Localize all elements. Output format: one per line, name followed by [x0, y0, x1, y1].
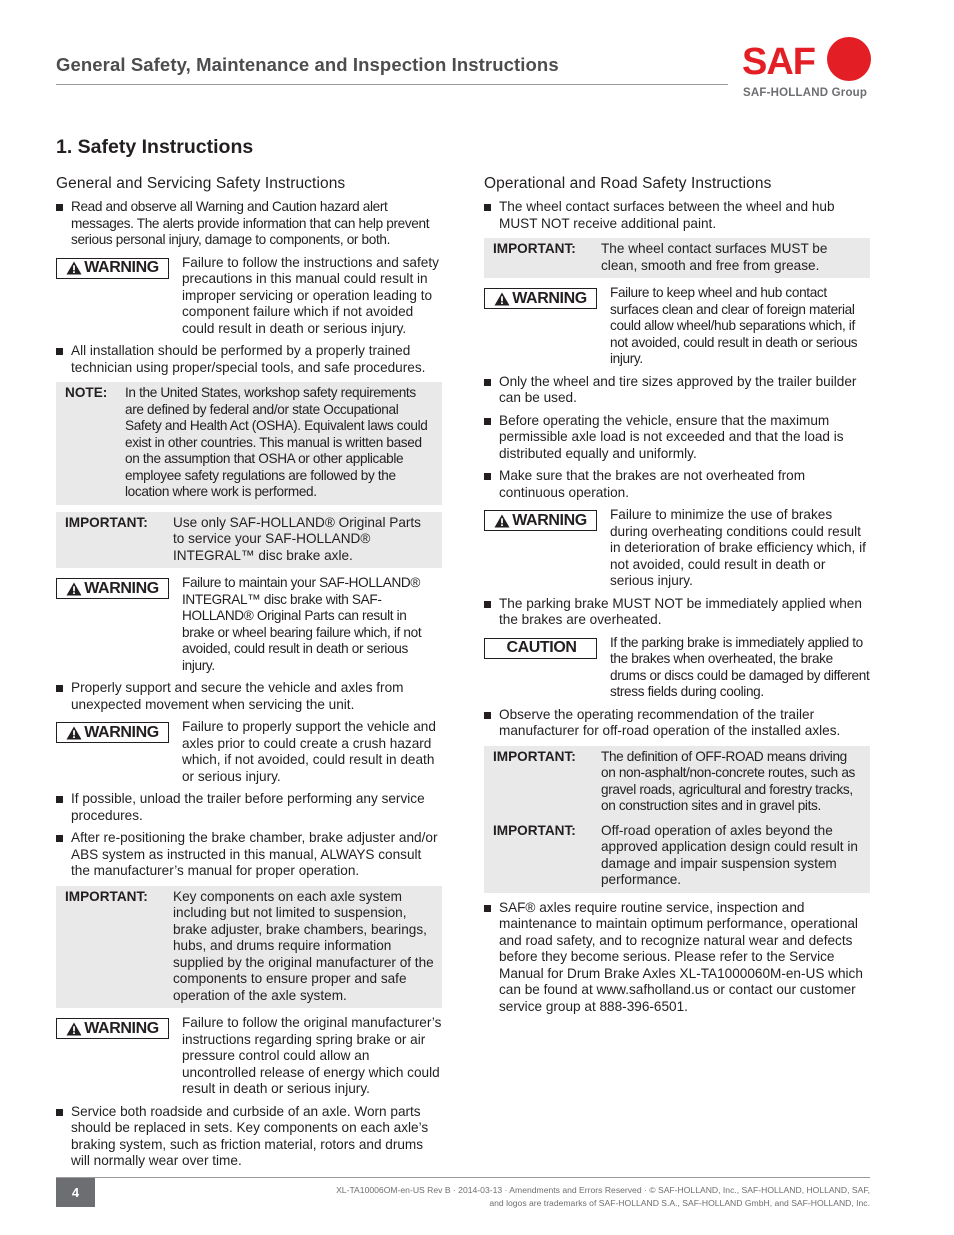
footer-line-1: XL-TA10006OM-en-US Rev B · 2014-03-13 · Amendments and Errors Reserved · © SAF-HOLLAND, Inc., SAF-HOLLAND, HOLLAND, SAF, — [336, 1185, 870, 1195]
warning-alert — [56, 255, 442, 338]
important-box — [484, 746, 870, 893]
list-item: Service both roadside and curbside of an axle. Worn parts should be replaced in sets. Key components on each axle’s braking system, such as friction material, rotors and drums will normally wear over time. — [56, 1104, 442, 1170]
list-item: Properly support and secure the vehicle and axles from unexpected movement when servicing the unit. — [56, 680, 442, 713]
important-text: Use only SAF-HOLLAND® Original Parts to service your SAF-HOLLAND® INTEGRAL™ disc brake axle. — [173, 514, 421, 563]
bullet-square-icon — [56, 348, 63, 355]
important-label: IMPORTANT: — [493, 748, 576, 764]
list-item: Read and observe all Warning and Caution hazard alert messages. The alerts provide information that can help prevent serious personal injury, damage to components, or both. — [56, 199, 442, 249]
bullet-square-icon — [484, 473, 491, 480]
list-item: SAF® axles require routine service, inspection and maintenance to maintain optimum performance, operational and road safety, and to recognize natural wear and defects before they become serious. Please refer to the Service Manual for Drum Brake Axles XL-TA1000060M-en-US which can be found at www.safholland.us or contact our customer service group at 888-396-6501. — [484, 900, 870, 1016]
saf-holland-logo — [740, 37, 872, 103]
important-label: IMPORTANT: — [493, 822, 576, 838]
important-box — [56, 886, 442, 1009]
list-item: All installation should be performed by a properly trained technician using proper/special tools, and safe procedures. — [56, 343, 442, 376]
bullet-square-icon — [484, 712, 491, 719]
page-header-title: General Safety, Maintenance and Inspection Instructions — [56, 54, 559, 75]
important-box — [484, 238, 870, 278]
logo-subtitle: SAF-HOLLAND Group — [743, 87, 868, 99]
important-label: IMPORTANT: — [65, 514, 148, 530]
list-item: After re-positioning the brake chamber, brake adjuster and/or ABS system as instructed in this manual, ALWAYS consult the manufacturer’s manual for proper operation. — [56, 830, 442, 880]
warning-badge: WARNING — [56, 722, 169, 743]
bullet-square-icon — [484, 905, 491, 912]
warning-triangle-icon — [494, 514, 510, 528]
bullet-square-icon — [56, 685, 63, 692]
warning-text: Failure to follow the original manufacturer’s instructions regarding spring brake or air pressure control could allow an uncontrolled release of energy which could result in death or serious injury. — [182, 1015, 442, 1096]
warning-alert — [56, 1015, 442, 1098]
saf-logo-mark — [740, 37, 872, 83]
warning-alert — [484, 507, 870, 590]
important-text: The definition of OFF-ROAD means driving on non-asphalt/non-concrete routes, such as gravel roads, agricultural and forestry tracks, on construction sites and in gravel pits. — [601, 748, 855, 813]
warning-badge: WARNING — [56, 258, 169, 279]
warning-badge: WARNING — [484, 510, 597, 531]
important-text: Key components on each axle system including but not limited to suspension, brake adjuster, brake chambers, bearings, hubs, and drums require information supplied by the original manufacturer of the components to ensure proper and safe operation of the axle system. — [173, 888, 434, 1003]
bullet-square-icon — [484, 601, 491, 608]
header-divider — [56, 84, 728, 85]
logo-wordmark: SAF — [742, 41, 815, 83]
bullet-square-icon — [56, 204, 63, 211]
left-column — [56, 173, 442, 1176]
bullet-square-icon — [484, 379, 491, 386]
warning-triangle-icon — [494, 292, 510, 306]
warning-alert — [56, 719, 442, 785]
warning-badge: WARNING — [484, 288, 597, 309]
warning-badge: WARNING — [56, 578, 169, 599]
footer-legal — [170, 1184, 870, 1210]
note-box — [56, 382, 442, 505]
note-text: In the United States, workshop safety requirements are defined by federal and/or state Occupational Safety and Health Act (OSHA). Equivalent laws could exist in other countries. This manual is written based on the assumption that OSHA or other applicable employee safety regulations are followed by the location where work is performed. — [125, 385, 428, 499]
right-subhead: Operational and Road Safety Instructions — [484, 175, 772, 192]
important-text: Off-road operation of axles beyond the approved application design could result in damage and impair suspension system performance. — [601, 822, 858, 887]
warning-text: Failure to minimize the use of brakes during overheating conditions could result in deterioration of brake efficiency which, if not avoided, could result in death or serious injury. — [610, 507, 866, 588]
caution-text: If the parking brake is immediately applied to the brakes when overheated, the brake drums or discs could be damaged by different stress fields during cooling. — [610, 634, 870, 699]
footer-line-2: and logos are trademarks of SAF-HOLLAND S.A., SAF-HOLLAND GmbH, and SAF-HOLLAND, Inc. — [489, 1198, 870, 1208]
left-subhead: General and Servicing Safety Instructions — [56, 175, 346, 192]
right-column — [484, 173, 870, 1021]
warning-triangle-icon — [66, 1022, 82, 1036]
list-item: The parking brake MUST NOT be immediately applied when the brakes are overheated. — [484, 596, 870, 629]
list-item: The wheel contact surfaces between the wheel and hub MUST NOT receive additional paint. — [484, 199, 870, 232]
important-text: The wheel contact surfaces MUST be clean, smooth and free from grease. — [601, 241, 828, 273]
important-label: IMPORTANT: — [493, 241, 576, 256]
warning-text: Failure to properly support the vehicle and axles prior to could create a crush hazard which, if not avoided, could result in death or serious injury. — [182, 719, 436, 784]
list-item: Before operating the vehicle, ensure that the maximum permissible axle load is not exceeded and that the load is distributed equally and uniformly. — [484, 413, 870, 463]
warning-alert — [484, 285, 870, 368]
bullet-square-icon — [56, 1109, 63, 1116]
warning-triangle-icon — [66, 582, 82, 596]
section-title: 1. Safety Instructions — [56, 136, 254, 158]
warning-triangle-icon — [66, 261, 82, 275]
bullet-square-icon — [56, 835, 63, 842]
caution-alert — [484, 635, 870, 701]
important-label: IMPORTANT: — [65, 888, 148, 904]
warning-text: Failure to follow the instructions and safety precautions in this manual could result in improper servicing or operation leading to component failure which if not avoided could result in death or serious injury. — [182, 254, 439, 336]
bullet-square-icon — [484, 204, 491, 211]
warning-text: Failure to keep wheel and hub contact surfaces clean and clear of foreign material could allow wheel/hub separations which, if not avoided, could result in death or serious injury. — [610, 285, 858, 366]
list-item: Only the wheel and tire sizes approved by the trailer builder can be used. — [484, 374, 870, 407]
warning-text: Failure to maintain your SAF-HOLLAND® INTEGRAL™ disc brake with SAF-HOLLAND® Original Parts can result in brake or wheel bearing failure which, if not avoided, could result in death or serious injury. — [182, 575, 422, 673]
note-label: NOTE: — [65, 385, 108, 400]
footer-divider — [56, 1177, 870, 1178]
list-item: If possible, unload the trailer before performing any service procedures. — [56, 791, 442, 824]
list-item: Observe the operating recommendation of the trailer manufacturer for off-road operation of the installed axles. — [484, 707, 870, 740]
caution-badge: CAUTION — [484, 638, 597, 659]
warning-alert — [56, 575, 442, 674]
list-item: Make sure that the brakes are not overheated from continuous operation. — [484, 468, 870, 501]
warning-badge: WARNING — [56, 1018, 169, 1039]
bullet-square-icon — [56, 796, 63, 803]
warning-triangle-icon — [66, 726, 82, 740]
bullet-square-icon — [484, 418, 491, 425]
page-number: 4 — [56, 1178, 95, 1207]
important-box — [56, 512, 442, 569]
